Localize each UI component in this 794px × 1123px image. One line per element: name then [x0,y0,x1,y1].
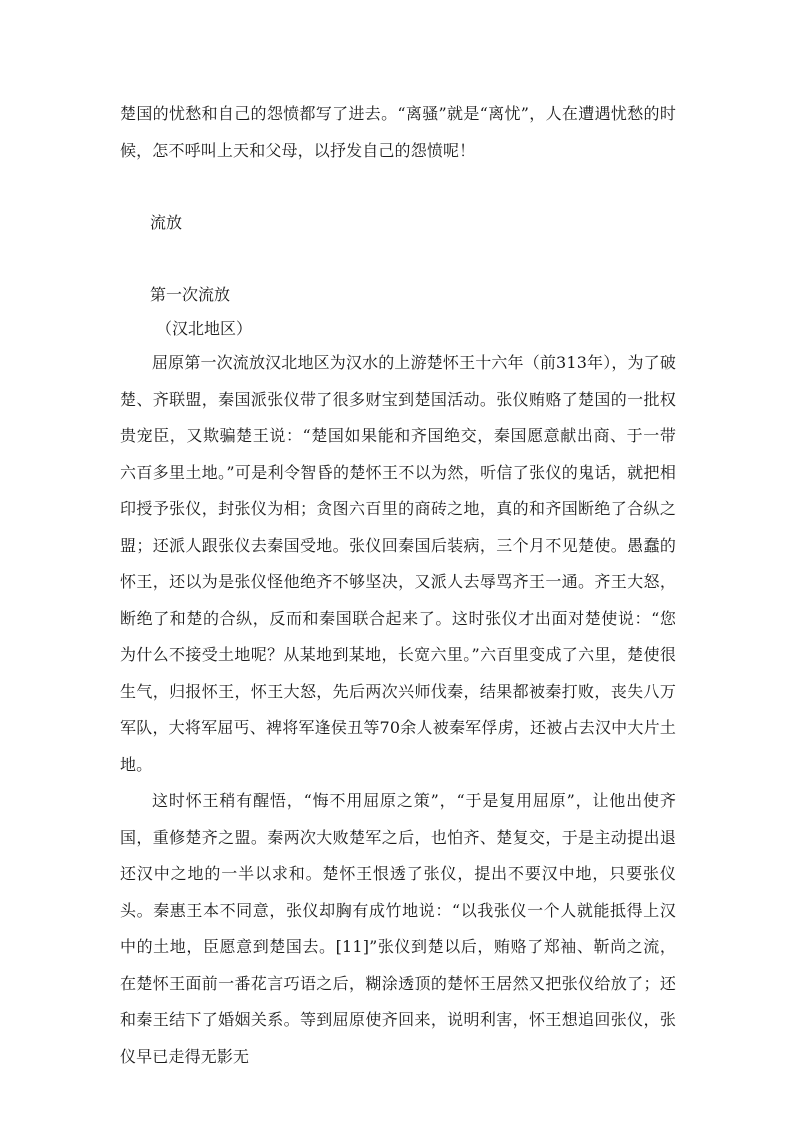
subsection-title: 第一次流放 [150,285,231,304]
intro-paragraph: 楚国的忧愁和自己的怨愤都写了进去。“离骚”就是“离忧”，人在遭遇忧愁的时候，怎不呼叫上天和父母，以抒发自己的怨愤呢！ [120,104,676,160]
body-paragraph: 屈原第一次流放汉北地区为汉水的上游楚怀王十六年（前313年），为了破楚、齐联盟，秦国派张仪带了很多财宝到楚国活动。张仪贿赂了楚国的一批权贵宠臣，又欺骗楚王说：“楚国如果能和齐国绝交，秦国愿意献出商、于一带六百多里土地。”可是利令智昏的楚怀王不以为然，听信了张仪的鬼话，就把相印授予张仪，封张仪为相；贪图六百里的商砖之地，真的和齐国断绝了合纵之盟；还派人跟张仪去秦国受地。张仪回秦国后装病，三个月不见楚使。愚蠢的怀王，还以为是张仪怪他绝齐不够坚决，又派人去辱骂齐王一通。齐王大怒，断绝了和楚的合纵，反而和秦国联合起来了。这时张仪才出面对楚使说：“您为什么不接受土地呢？从某地到某地，长宽六里。”六百里变成了六里，楚使很生气，归报怀王，怀王大怒，先后两次兴师伐秦，结果都被秦打败，丧失八万军队，大将军屈丐、裨将军逢侯丑等70余人被秦军俘虏，还被占去汉中大片土地。 [120,353,676,774]
spacer [120,241,676,277]
spacer [120,169,676,205]
body-paragraph: 这时怀王稍有醒悟，“悔不用屈原之策”，“于是复用屈原”，让他出使齐国，重修楚齐之盟。秦两次大败楚军之后，也怕齐、楚复交，于是主动提出退还汉中之地的一半以求和。楚怀王恨透了张仪，提出不要汉中地，只要张仪头。秦惠王本不同意，张仪却胸有成竹地说：“以我张仪一个人就能抵得上汉中的土地，臣愿意到楚国去。[11]”张仪到楚以后，贿赂了郑袖、靳尚之流，在楚怀王面前一番花言巧语之后，糊涂透顶的楚怀王居然又把张仪给放了；还和秦王结下了婚姻关系。等到屈原使齐回来，说明利害，怀王想追回张仪，张仪早已走得无影无 [120,791,676,1066]
document-page [120,96,676,1075]
region-label: （汉北地区） [156,319,253,338]
section-title: 流放 [150,213,183,232]
